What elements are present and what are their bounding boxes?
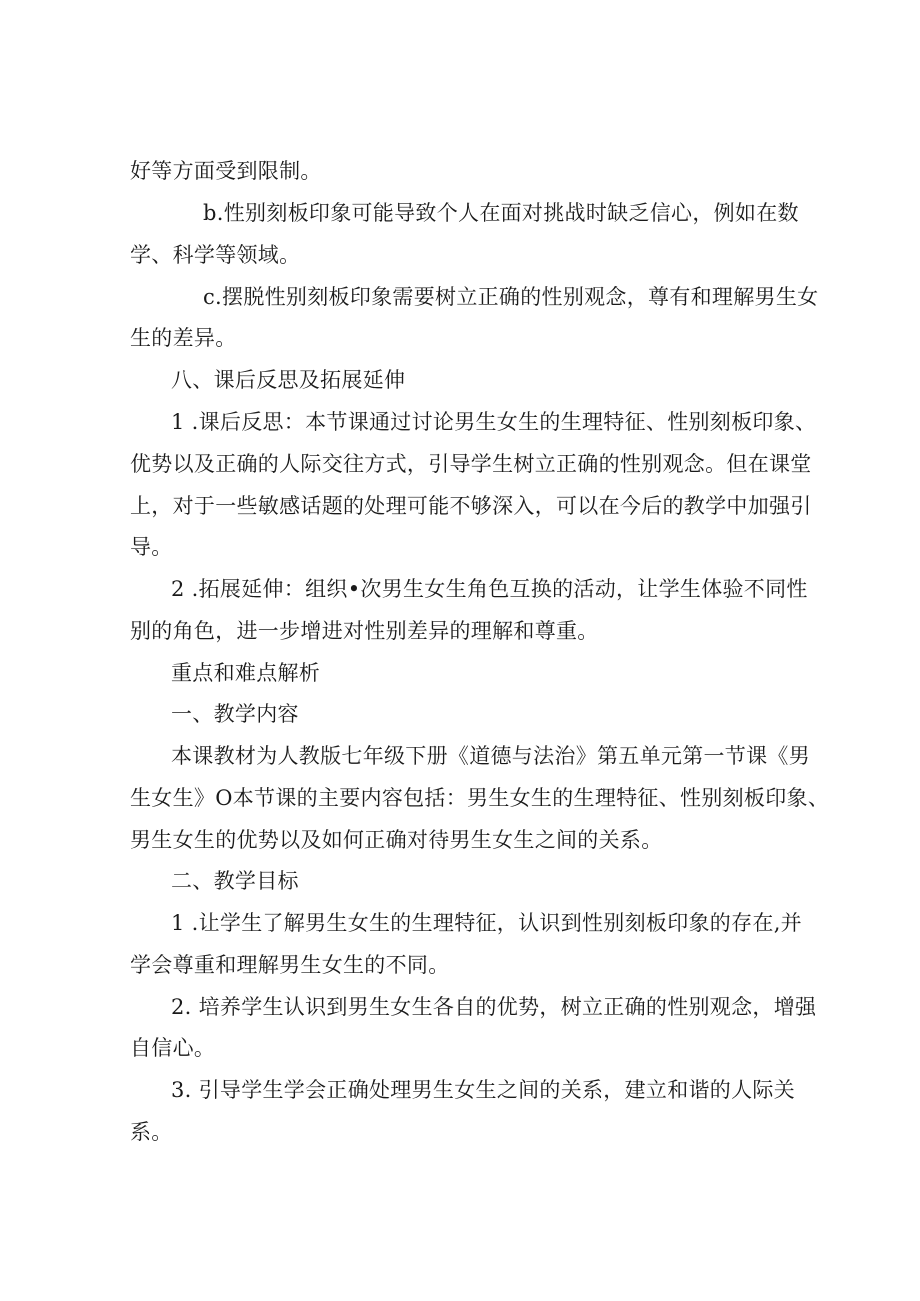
paragraph-line: 1 .课后反思：本节课通过讨论男生女生的生理特征、性别刻板印象、 (171, 410, 817, 434)
section-heading: 重点和难点解析 (171, 661, 321, 685)
paragraph-line: c.摆脱性别刻板印象需要树立正确的性别观念，尊有和理解男生女 (203, 285, 819, 309)
paragraph-line: 2 .拓展延伸：组织•次男生女生角色互换的活动，让学生体验不同性 (171, 577, 808, 601)
paragraph-line: 自信心。 (130, 1036, 216, 1060)
section-heading: 二、教学目标 (171, 869, 299, 893)
section-heading: 一、教学内容 (171, 702, 299, 726)
paragraph-line: 3. 引导学生学会正确处理男生女生之间的关系，建立和谐的人际关 (171, 1078, 796, 1102)
paragraph-line: 别的角色，进一步增进对性别差异的理解和尊重。 (130, 619, 599, 643)
paragraph-line: 系。 (130, 1120, 173, 1144)
section-heading: 八、课后反思及拓展延伸 (171, 368, 406, 392)
paragraph-line: 2. 培养学生认识到男生女生各自的优势，树立正确的性别观念，增强 (171, 995, 817, 1019)
paragraph-line: 男生女生的优势以及如何正确对待男生女生之间的关系。 (130, 828, 663, 852)
paragraph-line: 优势以及正确的人际交往方式，引导学生树立正确的性别观念。但在课堂 (130, 452, 812, 476)
paragraph-line: 生女生》O本节课的主要内容包括：男生女生的生理特征、性别刻板印象、 (130, 786, 830, 810)
paragraph-line: 本课教材为人教版七年级下册《道德与法治》第五单元第一节课《男 (171, 744, 810, 768)
paragraph-line: 学会尊重和理解男生女生的不同。 (130, 953, 450, 977)
paragraph-line: 1 .让学生了解男生女生的生理特征，认识到性别刻板印象的存在,并 (171, 911, 802, 935)
paragraph-line: 好等方面受到限制。 (130, 159, 322, 183)
paragraph-line: 生的差异。 (130, 326, 237, 350)
paragraph-line: b.性别刻板印象可能导致个人在面对挑战时缺乏信心，例如在数 (203, 201, 799, 225)
paragraph-line: 上，对于一些敏感话题的处理可能不够深入，可以在今后的教学中加强引 (130, 494, 812, 518)
paragraph-line: 学、科学等领域。 (130, 243, 301, 267)
paragraph-line: 导。 (130, 535, 173, 559)
